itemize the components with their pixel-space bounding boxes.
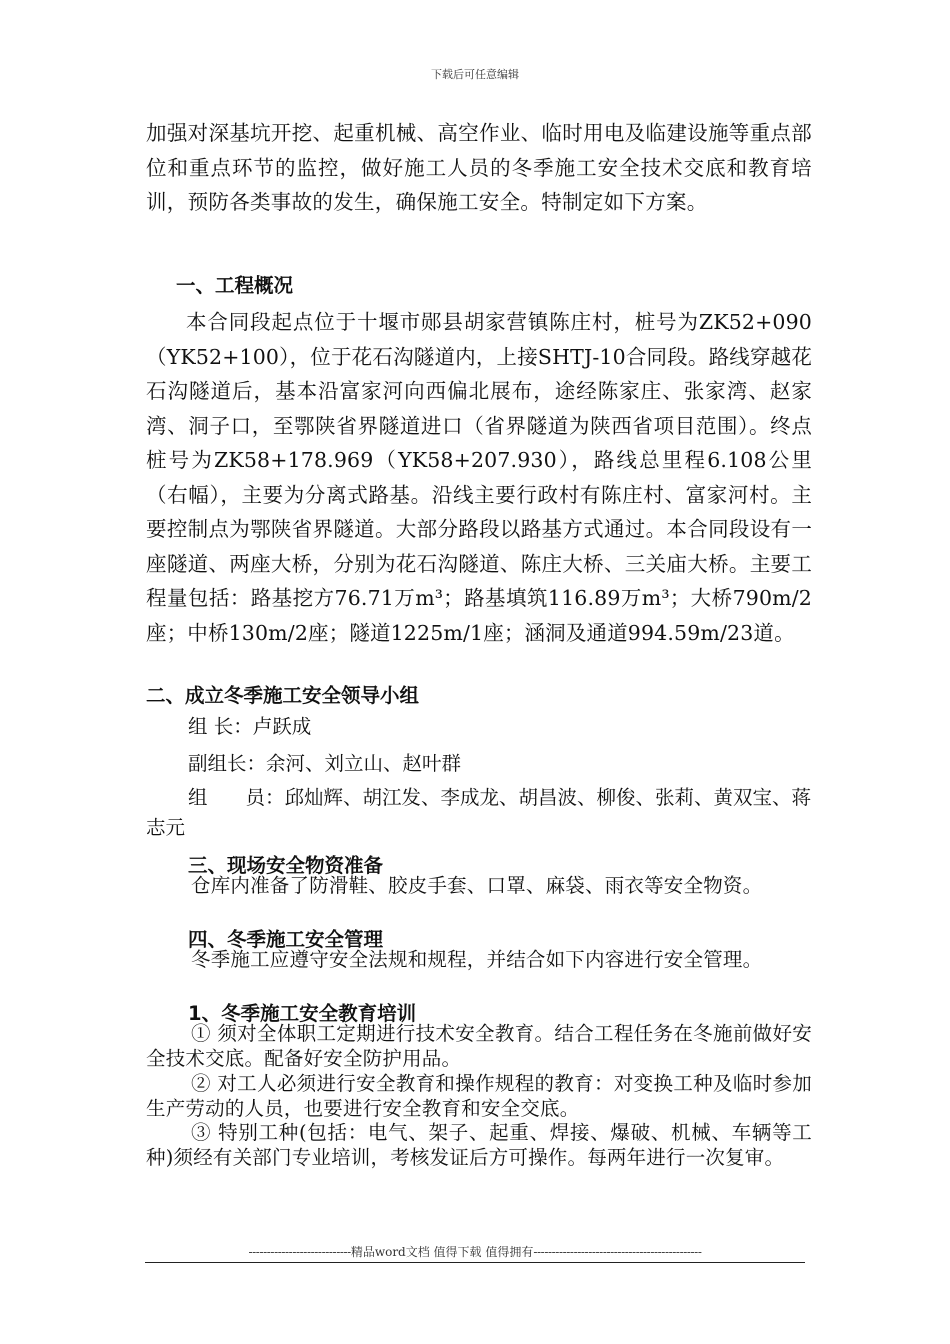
- training-item-1: ① 须对全体职工定期进行技术安全教育。结合工程任务在冬施前做好安全技术交底。配备好安全防护用品。: [146, 1022, 812, 1070]
- overview-paragraph: 本合同段起点位于十堰市郧县胡家营镇陈庄村，桩号为ZK52+090（YK52+100），位于花石沟隧道内，上接SHTJ-10合同段。路线穿越花石沟隧道后，基本沿富家河向西偏北展布，途经陈家庄、张家湾、赵家湾、洞子口，至鄂陕省界隧道进口（省界隧道为陕西省项目范围）。终点桩号为ZK58+178.969（YK58+207.930），路线总里程6.108公里（右幅），主要为分离式路基。沿线主要行政村有陈庄村、富家河村。主要控制点为鄂陕省界隧道。大部分路段以路基方式通过。本合同段设有一座隧道、两座大桥，分别为花石沟隧道、陈庄大桥、三关庙大桥。主要工程量包括：路基挖方76.71万m³；路基填筑116.89万m³；大桥790m/2座；中桥130m/2座；隧道1225m/1座；涵洞及通道994.59m/23道。: [146, 310, 812, 645]
- team-deputy: 副组长：余河、刘立山、赵叶群: [188, 752, 462, 775]
- subsection-heading-training: 1、冬季施工安全教育培训: [188, 1002, 417, 1025]
- intro-paragraph: 加强对深基坑开挖、起重机械、高空作业、临时用电及临建设施等重点部位和重点环节的监控，做好施工人员的冬季施工安全技术交底和教育培训，预防各类事故的发生，确保施工安全。特制定如下方案。: [146, 121, 812, 214]
- section-heading-leadership: 二、成立冬季施工安全领导小组: [146, 684, 420, 707]
- section-heading-materials: 三、现场安全物资准备: [188, 854, 384, 877]
- team-members-label: 组: [188, 786, 208, 809]
- training-item-3: ③ 特别工种(包括：电气、架子、起重、焊接、爆破、机械、车辆等工种)须经有关部门专业培训，考核发证后方可操作。每两年进行一次复审。: [146, 1121, 812, 1169]
- materials-paragraph: 仓库内准备了防滑鞋、胶皮手套、口罩、麻袋、雨衣等安全物资。: [191, 874, 763, 897]
- management-paragraph: 冬季施工应遵守安全法规和规程，并结合如下内容进行安全管理。: [191, 948, 763, 971]
- section-heading-overview: 一、工程概况: [176, 274, 294, 297]
- page-footer: [0, 1243, 950, 1260]
- team-members: [146, 783, 812, 843]
- footer-rule: [145, 1262, 805, 1263]
- page-header: 下载后可任意编辑: [431, 68, 519, 81]
- footer-dashes-right: ----------------------------------------------: [533, 1245, 702, 1259]
- section-heading-management: 四、冬季施工安全管理: [188, 928, 384, 951]
- footer-text: 精品word文档 值得下载 值得拥有: [350, 1245, 534, 1259]
- team-members-list: 员：邱灿辉、胡江发、李成龙、胡昌波、柳俊、张莉、黄双宝、蒋志元: [146, 786, 812, 839]
- team-leader: 组 长：卢跃成: [188, 715, 312, 738]
- footer-dashes-left: ----------------------------: [248, 1245, 351, 1259]
- training-item-2: ② 对工人必须进行安全教育和操作规程的教育：对变换工种及临时参加生产劳动的人员，也要进行安全教育和安全交底。: [146, 1072, 812, 1120]
